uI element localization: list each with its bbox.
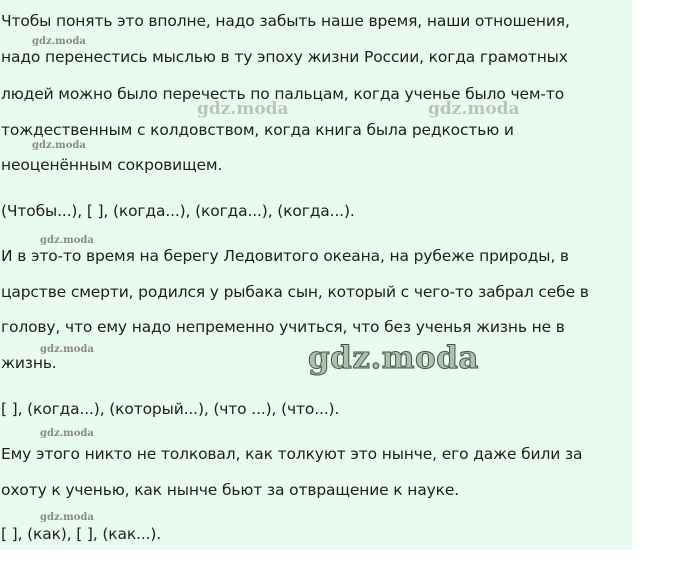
text-line: надо перенестись мыслью в ту эпоху жизни России, когда грамотных bbox=[1, 48, 568, 66]
text-line: охоту к ученью, как нынче бьют за отвращение к науке. bbox=[1, 481, 459, 499]
watermark-small: gdz.moda bbox=[40, 344, 94, 355]
watermark-small: gdz.moda bbox=[40, 235, 94, 246]
watermark-small: gdz.moda bbox=[32, 140, 86, 151]
watermark-large: gdz.moda bbox=[308, 340, 479, 376]
watermark-small: gdz.moda bbox=[40, 512, 94, 523]
watermark-small: gdz.moda bbox=[40, 428, 94, 439]
sentence-scheme: (Чтобы...), [ ], (когда...), (когда...), (когда...). bbox=[1, 202, 355, 220]
text-line: неоценённым сокровищем. bbox=[1, 156, 223, 174]
text-line: голову, что ему надо непременно учиться, что без ученья жизнь не в bbox=[1, 318, 565, 336]
text-line: Чтобы понять это вполне, надо забыть наше время, наши отношения, bbox=[1, 12, 570, 30]
text-line: тождественным с колдовством, когда книга была редкостью и bbox=[1, 121, 514, 139]
sentence-scheme: [ ], (когда...), (который...), (что ...), (что...). bbox=[1, 400, 340, 418]
text-line: И в это-то время на берегу Ледовитого океана, на рубеже природы, в bbox=[1, 247, 569, 265]
watermark-small: gdz.moda bbox=[32, 36, 86, 47]
sentence-scheme: [ ], (как), [ ], (как...). bbox=[1, 525, 162, 543]
text-line: царстве смерти, родился у рыбака сын, который с чего-то забрал себе в bbox=[1, 283, 589, 301]
watermark-medium: gdz.moda bbox=[428, 99, 520, 119]
watermark-medium: gdz.moda bbox=[197, 99, 289, 119]
text-line: людей можно было перечесть по пальцам, когда ученье было чем-то bbox=[1, 85, 565, 103]
text-line: жизнь. bbox=[1, 354, 57, 372]
text-line: Ему этого никто не толковал, как толкуют это нынче, его даже били за bbox=[1, 445, 583, 463]
